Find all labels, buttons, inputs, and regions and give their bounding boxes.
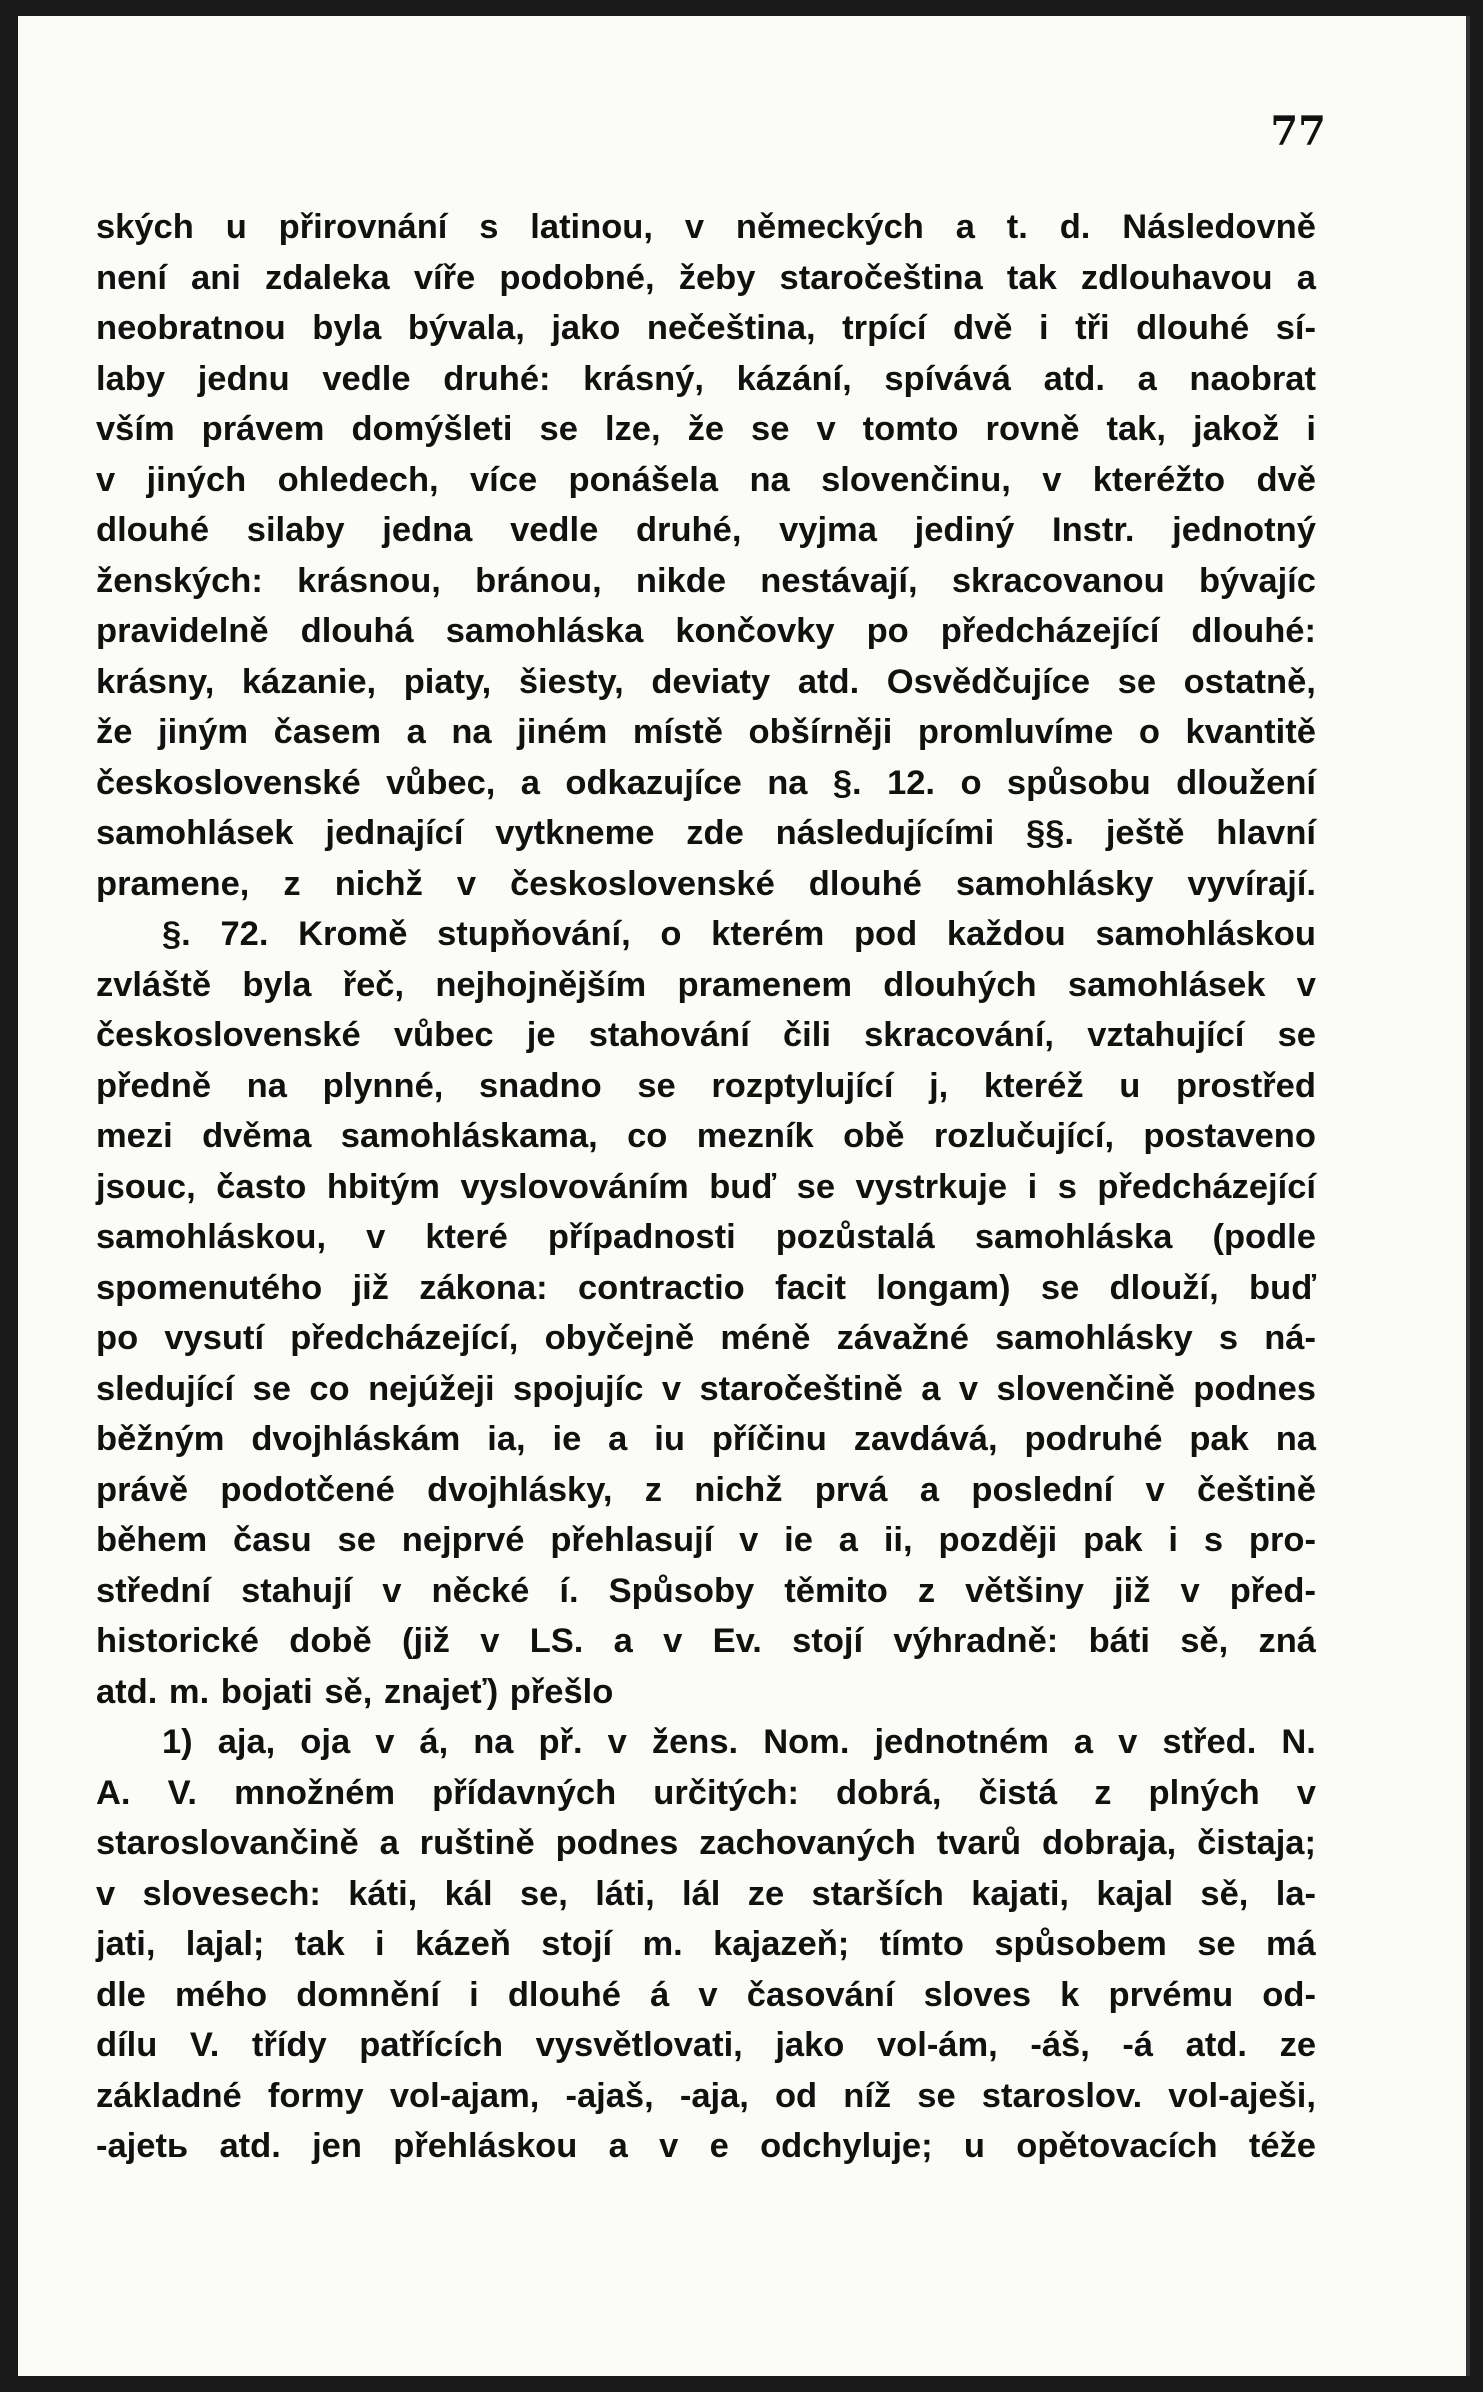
- text-line: mezi dvěma samohláskama, co mezník obě rozlučující, postaveno: [96, 1117, 1316, 1155]
- text-line: jati, lajal; tak i kázeň stojí m. kajazeň; tímto spůsobem se má: [96, 1925, 1316, 1963]
- text-line: základné formy vol-ajam, -ajaš, -aja, od níž se staroslov. vol-aješi,: [96, 2076, 1316, 2115]
- text-line: v slovesech: káti, kál se, láti, lál ze starších kajati, kajal sě, la-: [96, 1874, 1316, 1913]
- text-line: v jiných ohledech, více ponášela na slovenčinu, v kteréžto dvě: [96, 460, 1316, 499]
- text-line: po vysutí předcházející, obyčejně méně závažné samohlásky s ná-: [96, 1319, 1316, 1357]
- text-line: dlouhé silaby jedna vedle druhé, vyjma jediný Instr. jednotný: [96, 511, 1316, 549]
- text-line: §. 72. Kromě stupňování, o kterém pod každou samohláskou: [162, 915, 1316, 953]
- text-line: krásny, kázanie, piaty, šiesty, deviaty atd. Osvědčujíce se ostatně,: [96, 662, 1316, 701]
- page-text: [96, 202, 1316, 2172]
- text-line: předně na plynné, snadno se rozptylující j, kteréž u prostřed: [96, 1066, 1316, 1105]
- text-line: 1) aja, oja v á, na př. v žens. Nom. jednotném a v střed. N.: [162, 1723, 1316, 1761]
- text-line: ženských: krásnou, bránou, nikde nestávají, skracovanou bývajíc: [96, 561, 1316, 600]
- text-line: dle mého domnění i dlouhé á v časování sloves k prvému od-: [96, 1975, 1316, 2014]
- text-line: jsouc, často hbitým vyslovováním buď se vystrkuje i s předcházející: [96, 1167, 1316, 1206]
- text-line: A. V. množném přídavných určitých: dobrá, čistá z plných v: [96, 1773, 1316, 1812]
- text-line: že jiným časem a na jiném místě obšírněji promluvíme o kvantitě: [96, 713, 1316, 751]
- text-line: neobratnou byla bývala, jako nečeština, trpící dvě i tři dlouhé sí-: [96, 309, 1316, 347]
- page-number: 77: [1270, 108, 1326, 155]
- text-line: československé vůbec, a odkazujíce na §. 12. o spůsobu dloužení: [96, 763, 1316, 802]
- text-line: sledující se co nejúžeji spojujíc v staročeštině a v slovenčině podnes: [96, 1369, 1316, 1408]
- text-line: střední stahují v něcké í. Spůsoby těmito z většiny již v před-: [96, 1571, 1316, 1610]
- book-page: [18, 16, 1470, 2376]
- text-line: ských u přirovnání s latinou, v německých a t. d. Následovně: [96, 208, 1316, 246]
- text-line: laby jednu vedle druhé: krásný, kázání, spívává atd. a naobrat: [96, 359, 1316, 398]
- text-line: pramene, z nichž v československé dlouhé samohlásky vyvírají.: [96, 864, 1316, 903]
- text-line: atd. m. bojati sě, znajeť) přešlo: [96, 1672, 614, 1711]
- text-line: zvláště byla řeč, nejhojnějším pramenem dlouhých samohlásek v: [96, 965, 1316, 1004]
- text-line: samohláskou, v které případnosti pozůstalá samohláska (podle: [96, 1218, 1316, 1256]
- text-line: není ani zdaleka víře podobné, žeby staročeština tak zdlouhavou a: [96, 258, 1316, 297]
- text-line: dílu V. třídy patřících vysvětlovati, jako vol-ám, -áš, -á atd. ze: [96, 2026, 1316, 2064]
- text-line: -ajetь atd. jen přehláskou a v e odchyluje; u opětovacích téže: [96, 2127, 1316, 2165]
- text-line: pravidelně dlouhá samohláska končovky po předcházející dlouhé:: [96, 612, 1316, 650]
- text-line: československé vůbec je stahování čili skracování, vztahující se: [96, 1016, 1316, 1054]
- text-line: historické době (již v LS. a v Ev. stojí výhradně: báti sě, zná: [96, 1622, 1316, 1660]
- text-line: vším právem domýšleti se lze, že se v tomto rovně tak, jakož i: [96, 410, 1316, 448]
- text-line: během času se nejprvé přehlasují v ie a ii, později pak i s pro-: [96, 1521, 1316, 1559]
- text-line: právě podotčené dvojhlásky, z nichž prvá a poslední v češtině: [96, 1470, 1316, 1509]
- text-line: spomenutého již zákona: contractio facit longam) se dlouží, buď: [96, 1268, 1316, 1307]
- text-line: samohlásek jednající vytkneme zde následujícími §§. ještě hlavní: [96, 814, 1316, 852]
- text-line: běžným dvojhláskám ia, ie a iu příčinu zavdává, podruhé pak na: [96, 1420, 1316, 1458]
- text-line: staroslovančině a ruštině podnes zachovaných tvarů dobraja, čistaja;: [96, 1824, 1316, 1862]
